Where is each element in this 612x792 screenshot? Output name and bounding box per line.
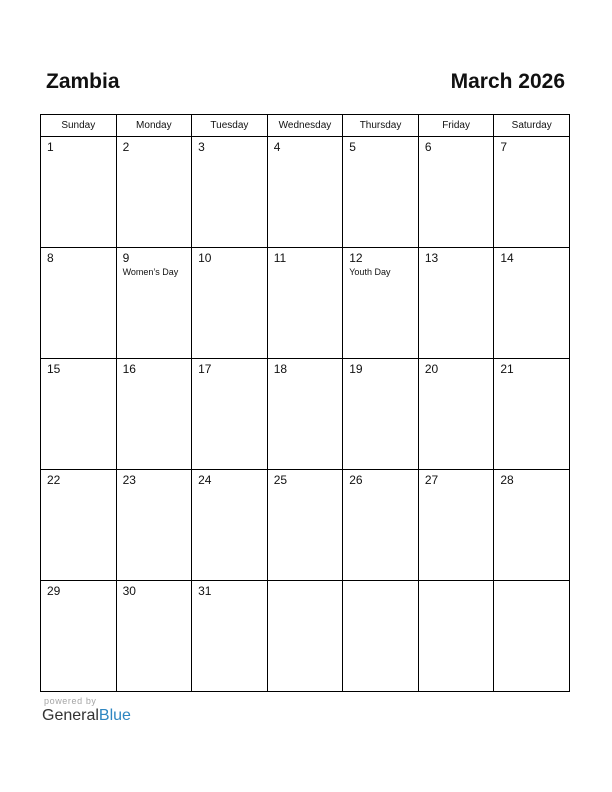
day-cell bbox=[116, 359, 192, 470]
day-cell bbox=[494, 248, 570, 359]
day-number: 16 bbox=[122, 362, 136, 376]
day-cell bbox=[192, 248, 268, 359]
day-cell bbox=[41, 359, 117, 470]
day-number: 6 bbox=[424, 140, 432, 154]
day-cell bbox=[192, 137, 268, 248]
day-cell bbox=[267, 470, 343, 581]
brand-general-text: General bbox=[42, 707, 99, 724]
day-number: 12 bbox=[349, 251, 363, 265]
day-cell bbox=[267, 248, 343, 359]
day-number: 7 bbox=[500, 140, 508, 154]
day-number: 24 bbox=[198, 473, 212, 487]
day-cell bbox=[41, 137, 117, 248]
day-cell bbox=[418, 248, 494, 359]
day-number: 5 bbox=[349, 140, 356, 154]
holiday-label bbox=[192, 598, 267, 600]
brand-name bbox=[42, 707, 131, 725]
day-number: 23 bbox=[122, 473, 136, 487]
day-number: 17 bbox=[198, 362, 212, 376]
day-cell bbox=[41, 248, 117, 359]
day-cell bbox=[343, 581, 419, 692]
day-number: 31 bbox=[198, 584, 212, 598]
day-number: 11 bbox=[273, 251, 287, 265]
day-cell bbox=[192, 359, 268, 470]
day-cell bbox=[116, 581, 192, 692]
weekday-header-thursday: Thursday bbox=[343, 115, 419, 137]
holiday-label bbox=[268, 487, 343, 489]
holiday-label bbox=[268, 265, 343, 267]
day-number: 8 bbox=[47, 251, 54, 265]
day-number: 14 bbox=[500, 251, 514, 265]
day-cell bbox=[494, 470, 570, 581]
holiday-label bbox=[419, 265, 494, 267]
holiday-label bbox=[268, 376, 343, 378]
holiday-label bbox=[192, 265, 267, 267]
holiday-label bbox=[419, 154, 494, 156]
day-number: 2 bbox=[122, 140, 130, 154]
holiday-label bbox=[117, 376, 192, 378]
holiday-label bbox=[494, 585, 569, 587]
weekday-header-monday: Monday bbox=[116, 115, 192, 137]
powered-by-text: powered by bbox=[44, 696, 97, 706]
day-cell bbox=[267, 581, 343, 692]
holiday-label bbox=[419, 585, 494, 587]
calendar-grid bbox=[40, 114, 570, 692]
day-number: 20 bbox=[424, 362, 439, 376]
day-number: 19 bbox=[349, 362, 363, 376]
holiday-label bbox=[41, 598, 116, 600]
day-cell bbox=[267, 137, 343, 248]
holiday-label bbox=[343, 154, 418, 156]
day-number: 29 bbox=[47, 584, 61, 598]
holiday-label: Women’s Day bbox=[122, 267, 179, 277]
week-row bbox=[41, 470, 570, 581]
week-row bbox=[41, 359, 570, 470]
holiday-label bbox=[268, 154, 343, 156]
month-year-title: March 2026 bbox=[450, 70, 565, 93]
day-cell bbox=[343, 248, 419, 359]
weekday-header-saturday: Saturday bbox=[494, 115, 570, 137]
weekday-header-friday: Friday bbox=[418, 115, 494, 137]
holiday-label bbox=[117, 487, 192, 489]
day-cell bbox=[418, 581, 494, 692]
day-number: 30 bbox=[122, 584, 136, 598]
day-cell bbox=[494, 137, 570, 248]
holiday-label: Youth Day bbox=[349, 267, 391, 277]
holiday-label bbox=[41, 265, 116, 267]
day-number: 1 bbox=[47, 140, 54, 154]
day-cell bbox=[267, 359, 343, 470]
holiday-label bbox=[494, 265, 569, 267]
holiday-label bbox=[117, 154, 192, 156]
holiday-label bbox=[41, 487, 116, 489]
holiday-label bbox=[343, 585, 418, 587]
day-number: 3 bbox=[198, 140, 205, 154]
day-number: 15 bbox=[47, 362, 61, 376]
day-number: 28 bbox=[500, 473, 514, 487]
day-cell bbox=[494, 581, 570, 692]
holiday-label bbox=[268, 585, 343, 587]
weekday-header-row bbox=[41, 115, 570, 137]
week-row bbox=[41, 581, 570, 692]
day-cell bbox=[418, 137, 494, 248]
day-cell bbox=[343, 137, 419, 248]
day-number: 18 bbox=[273, 362, 288, 376]
holiday-label bbox=[41, 154, 116, 156]
holiday-label bbox=[192, 154, 267, 156]
day-cell bbox=[343, 359, 419, 470]
day-cell bbox=[192, 581, 268, 692]
generalblue-logo[interactable] bbox=[42, 696, 131, 725]
weekday-header-sunday: Sunday bbox=[41, 115, 117, 137]
day-number: 4 bbox=[273, 140, 281, 154]
weekday-header-tuesday: Tuesday bbox=[192, 115, 268, 137]
holiday-label bbox=[494, 487, 569, 489]
day-number: 25 bbox=[273, 473, 288, 487]
country-title: Zambia bbox=[46, 70, 120, 93]
day-cell bbox=[116, 248, 192, 359]
week-row bbox=[41, 248, 570, 359]
day-number: 9 bbox=[122, 251, 130, 265]
day-number: 27 bbox=[424, 473, 439, 487]
day-number: 10 bbox=[198, 251, 212, 265]
day-cell bbox=[192, 470, 268, 581]
holiday-label bbox=[41, 376, 116, 378]
holiday-label bbox=[343, 376, 418, 378]
week-row bbox=[41, 137, 570, 248]
day-cell bbox=[494, 359, 570, 470]
day-cell bbox=[343, 470, 419, 581]
day-cell bbox=[116, 470, 192, 581]
day-number: 26 bbox=[349, 473, 363, 487]
brand-blue-text: Blue bbox=[98, 707, 131, 724]
day-number: 21 bbox=[500, 362, 514, 376]
day-cell bbox=[41, 470, 117, 581]
holiday-label bbox=[419, 487, 494, 489]
weekday-header-wednesday: Wednesday bbox=[267, 115, 343, 137]
day-number: 22 bbox=[47, 473, 61, 487]
day-number: 13 bbox=[424, 251, 439, 265]
holiday-label bbox=[343, 487, 418, 489]
holiday-label bbox=[117, 598, 192, 600]
day-cell bbox=[116, 137, 192, 248]
holiday-label bbox=[192, 376, 267, 378]
holiday-label bbox=[419, 376, 494, 378]
holiday-label bbox=[494, 154, 569, 156]
day-cell bbox=[418, 359, 494, 470]
holiday-label bbox=[192, 487, 267, 489]
day-cell bbox=[41, 581, 117, 692]
day-cell bbox=[418, 470, 494, 581]
holiday-label bbox=[494, 376, 569, 378]
